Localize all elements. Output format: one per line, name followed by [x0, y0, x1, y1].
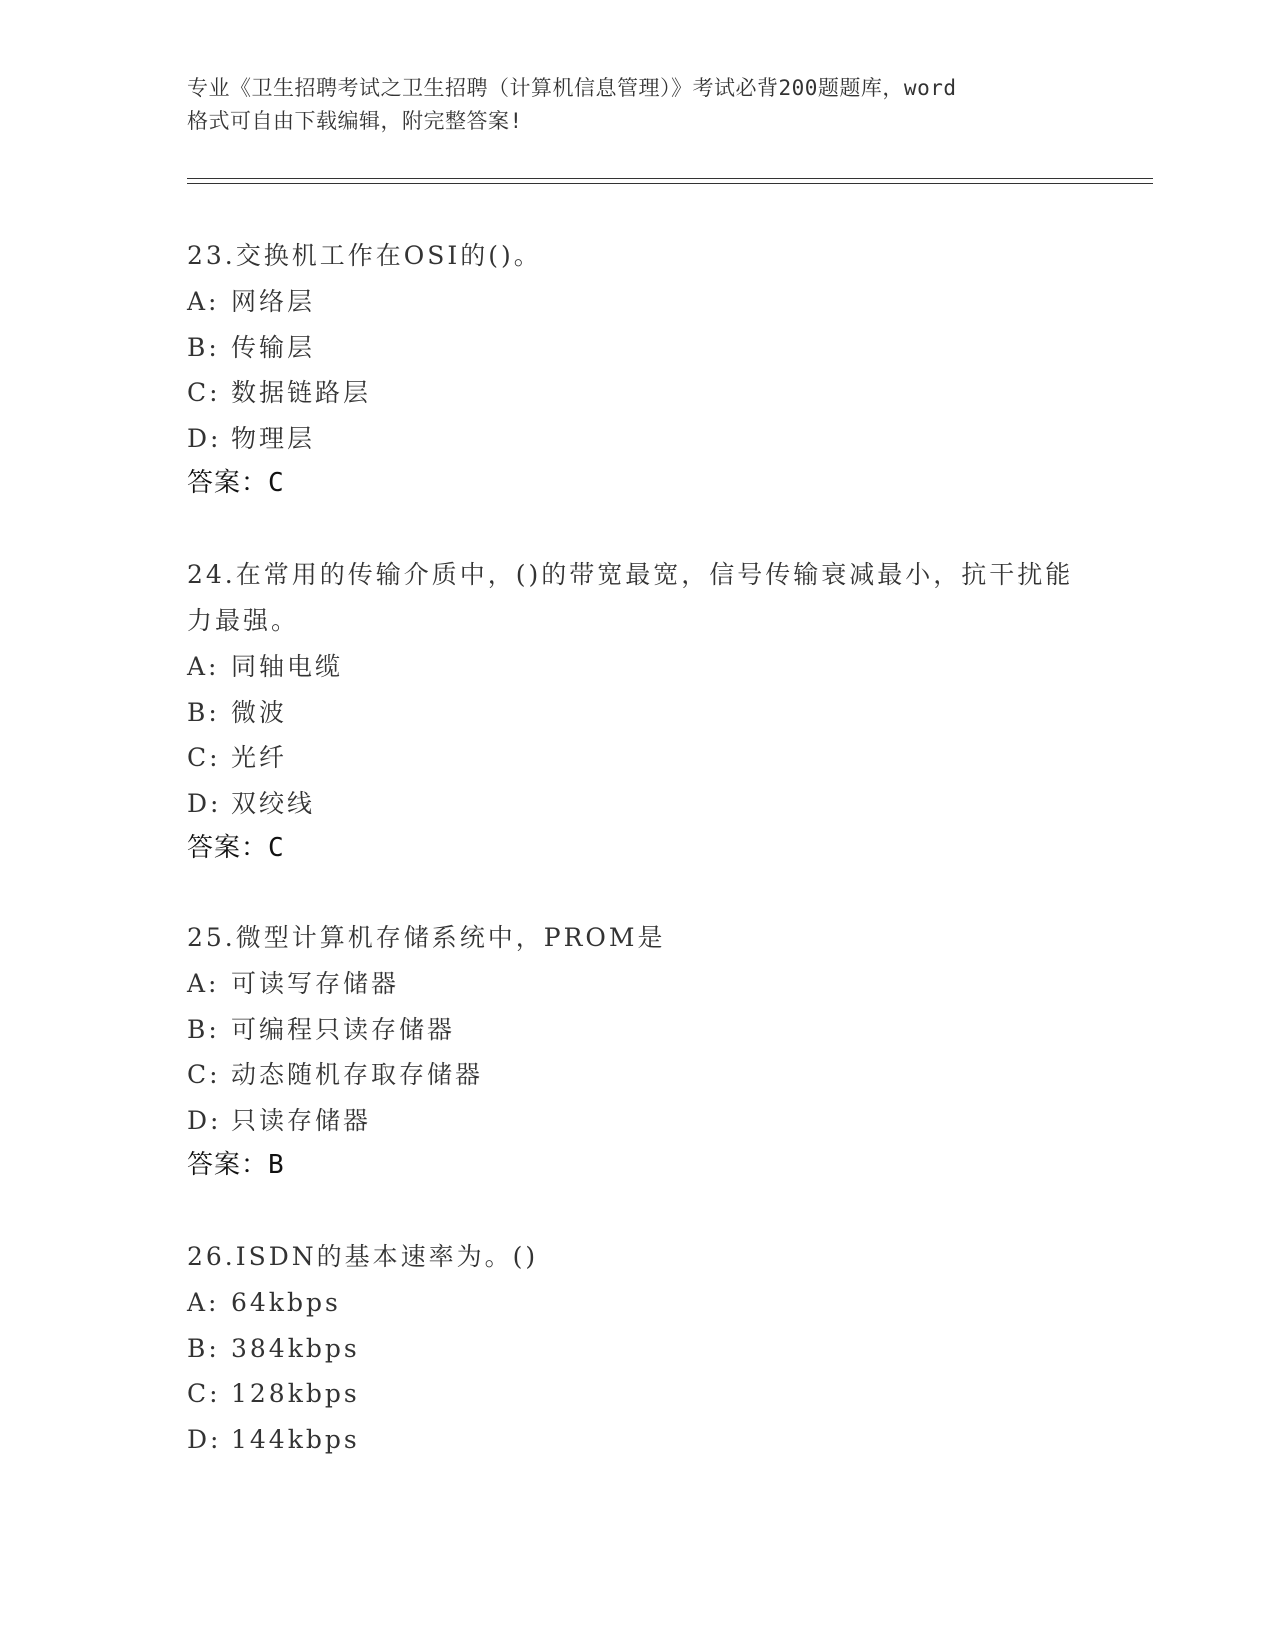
option-key: B: [187, 332, 220, 362]
question-text: 24.在常用的传输介质中，()的带宽最宽，信号传输衰减最小，抗干扰能力最强。 [187, 560, 1074, 635]
option-key: A: [187, 287, 220, 316]
option-key: A: [187, 1288, 220, 1317]
question-24 [187, 552, 1087, 871]
option-key: C: [187, 1379, 221, 1408]
option-text: 128kbps [231, 1379, 360, 1408]
option-key: D: [187, 1424, 222, 1454]
answer-line [187, 1143, 1087, 1188]
option-c [187, 1052, 1087, 1098]
option-key: D: [187, 1105, 222, 1135]
option-c [187, 370, 1087, 416]
option-d [187, 1098, 1087, 1144]
option-c [187, 1371, 1087, 1417]
option-text: 光纤 [231, 743, 288, 772]
option-a [187, 961, 1087, 1007]
option-b [187, 1326, 1087, 1372]
question-text: 23.交换机工作在OSI的()。 [187, 241, 542, 270]
option-text: 64kbps [231, 1288, 341, 1317]
option-b [187, 325, 1087, 371]
question-23 [187, 233, 1087, 506]
option-d [187, 416, 1087, 462]
answer-line [187, 461, 1087, 506]
option-c [187, 735, 1087, 781]
option-text: 网络层 [231, 287, 316, 316]
option-key: C: [187, 378, 221, 407]
header-line-1: 专业《卫生招聘考试之卫生招聘（计算机信息管理）》考试必背200题题库，word [187, 76, 957, 100]
option-a [187, 1280, 1087, 1326]
option-text: 数据链路层 [231, 378, 372, 407]
option-d [187, 781, 1087, 827]
option-key: D: [187, 423, 222, 453]
option-text: 双绞线 [231, 788, 316, 818]
option-key: A: [187, 652, 220, 681]
answer-line [187, 826, 1087, 871]
answer-value: B [268, 1150, 285, 1180]
question-26 [187, 1234, 1087, 1462]
option-key: C: [187, 1060, 221, 1089]
option-key: A: [187, 969, 220, 998]
option-key: D: [187, 788, 222, 818]
option-d [187, 1417, 1087, 1463]
option-key: B: [187, 1333, 220, 1363]
option-b [187, 1007, 1087, 1053]
header-divider-bottom [187, 183, 1153, 184]
answer-label: 答案： [187, 833, 269, 863]
option-text: 物理层 [231, 423, 316, 453]
option-text: 微波 [231, 697, 288, 727]
answer-label: 答案： [187, 468, 269, 498]
answer-value: C [268, 468, 285, 498]
answer-value: C [268, 833, 285, 863]
option-a [187, 644, 1087, 690]
option-text: 可读写存储器 [231, 969, 400, 998]
option-text: 传输层 [231, 332, 316, 362]
question-text: 25.微型计算机存储系统中，PROM是 [187, 923, 666, 952]
option-text: 同轴电缆 [231, 652, 344, 681]
option-text: 可编程只读存储器 [231, 1014, 456, 1044]
question-25 [187, 915, 1087, 1188]
header-divider-top [187, 178, 1153, 179]
option-text: 动态随机存取存储器 [231, 1060, 484, 1089]
option-text: 384kbps [231, 1333, 360, 1363]
answer-label: 答案： [187, 1150, 269, 1180]
header-line-2: 格式可自由下载编辑，附完整答案! [187, 109, 523, 133]
option-text: 144kbps [231, 1424, 360, 1454]
option-key: B: [187, 697, 220, 727]
option-key: C: [187, 743, 221, 772]
document-header [187, 72, 1087, 138]
option-text: 只读存储器 [231, 1105, 372, 1135]
option-b [187, 690, 1087, 736]
question-text: 26.ISDN的基本速率为。() [187, 1242, 539, 1271]
option-key: B: [187, 1014, 220, 1044]
option-a [187, 279, 1087, 325]
